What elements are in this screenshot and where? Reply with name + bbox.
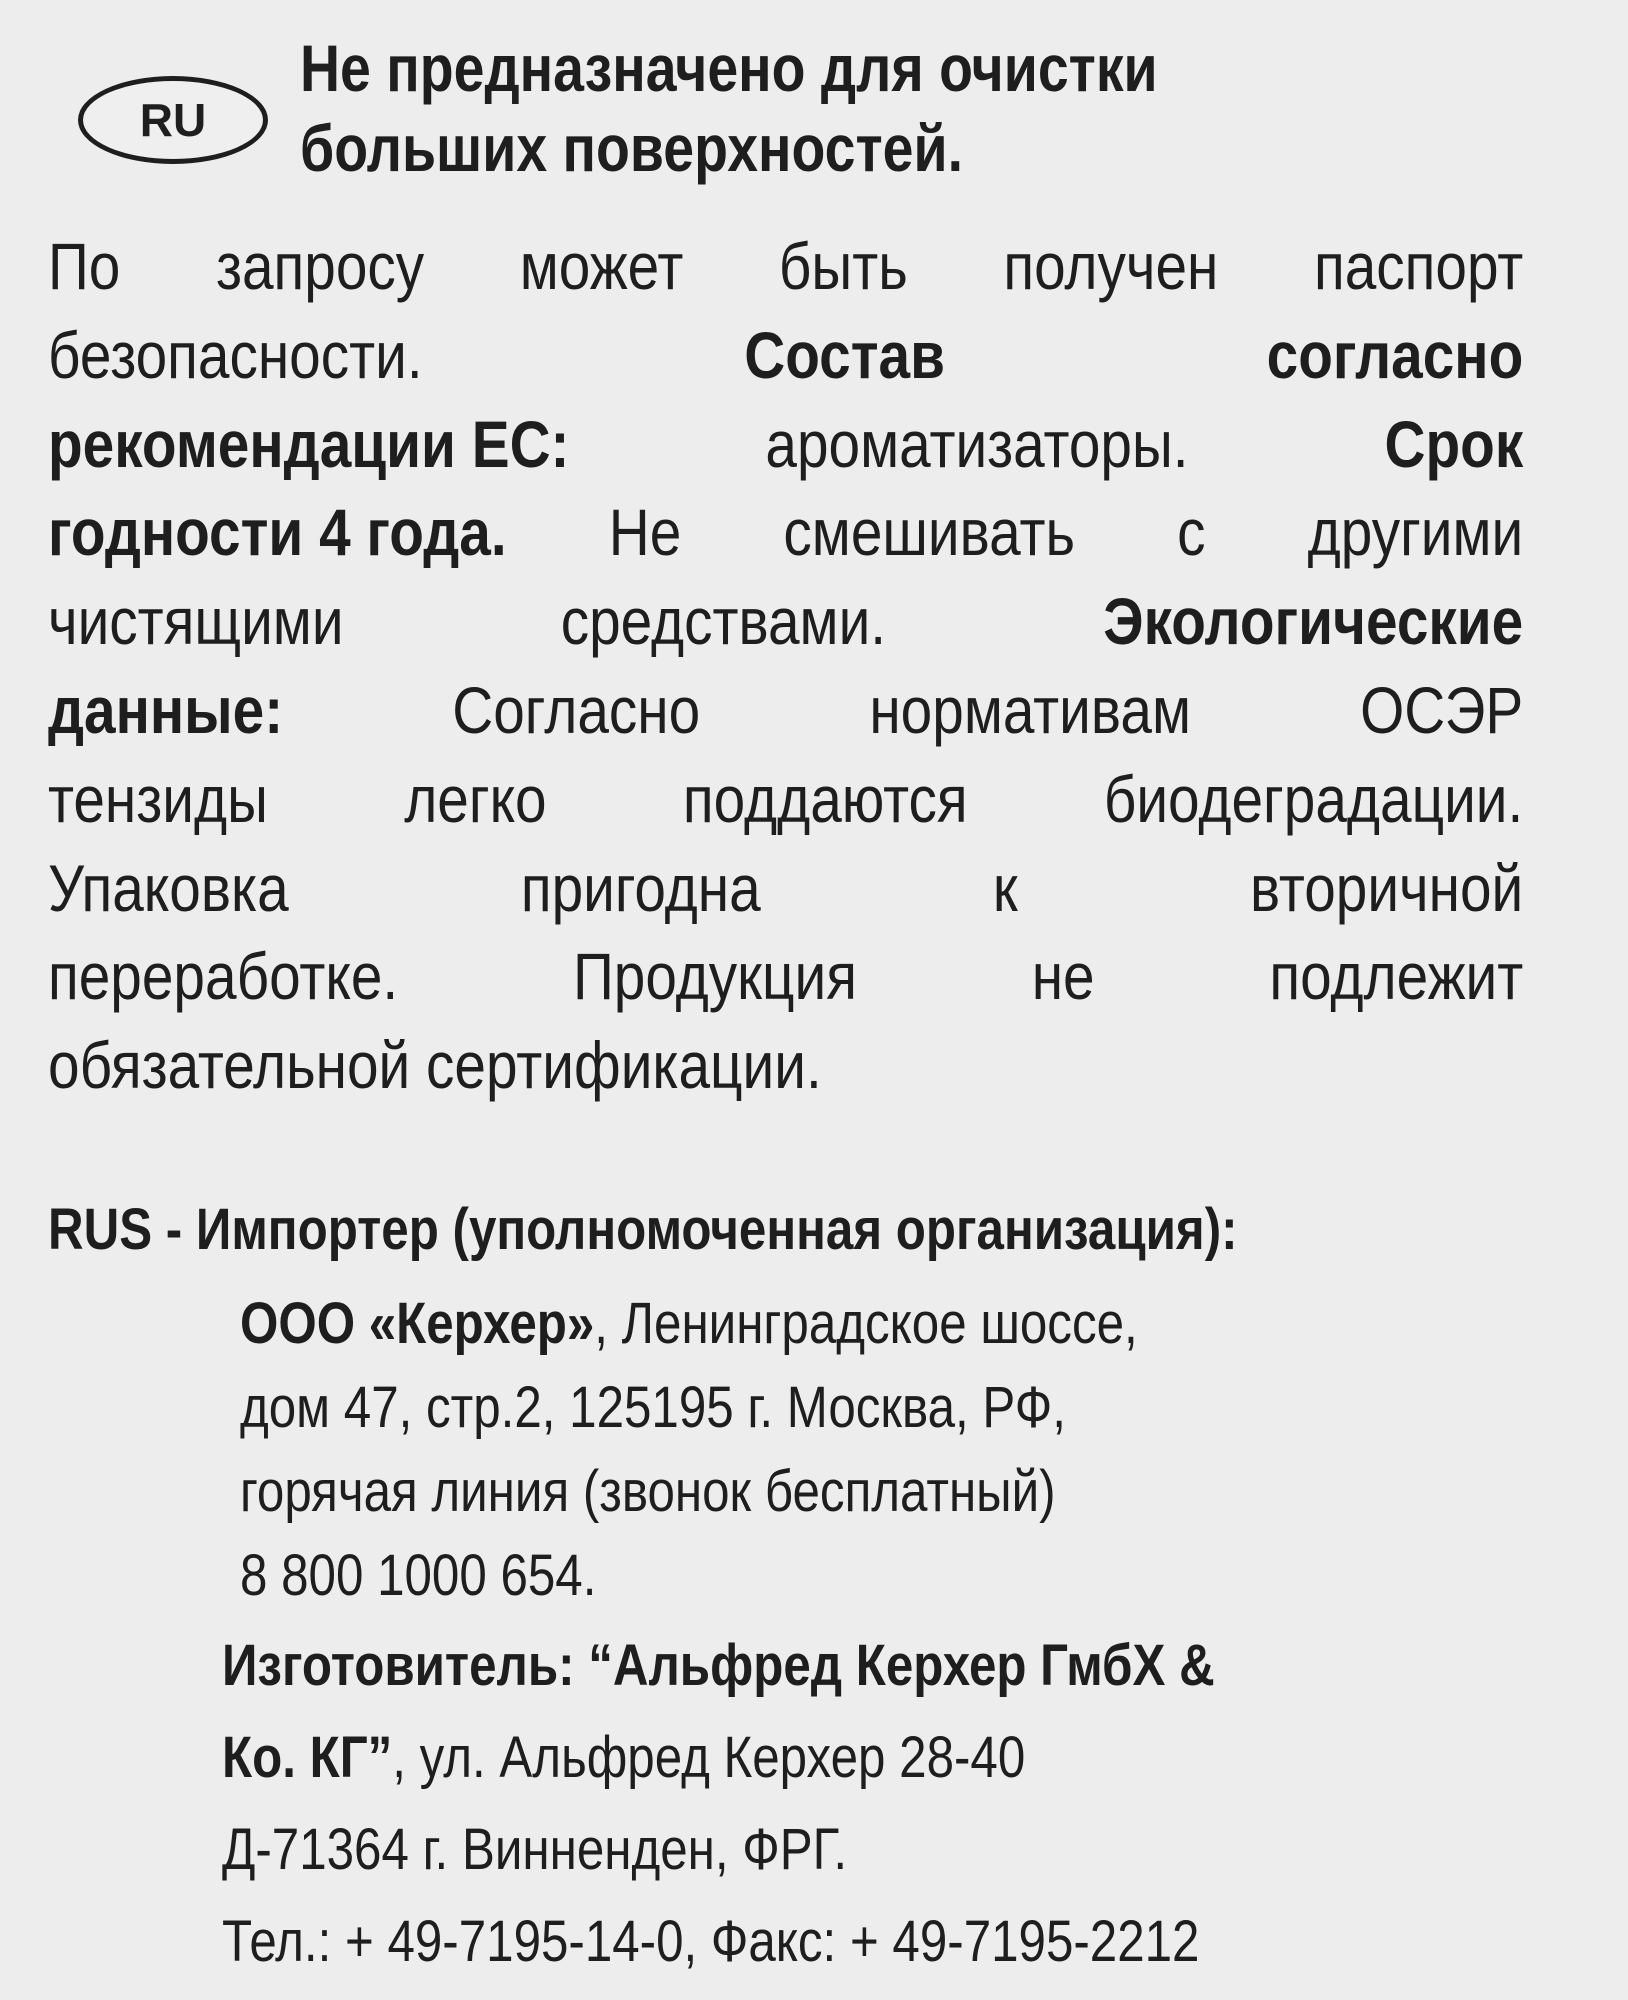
description-word: чистящими	[48, 584, 344, 659]
manufacturer-city: Д-71364 г. Винненден, ФРГ.	[222, 1817, 848, 1882]
headline-line-1: Не предназначено для очистки	[300, 31, 1158, 105]
manufacturer-street: , ул. Альфред Керхер 28-40	[392, 1725, 1026, 1790]
description-word: ОСЭР	[1360, 672, 1524, 747]
description-word: тензиды	[48, 761, 268, 836]
description-word: переработке.	[48, 939, 399, 1014]
importer-heading: RUS - Импортер (уполномоченная организация):	[48, 1197, 1238, 1262]
description-line	[48, 311, 1523, 400]
description-word: подлежит	[1269, 939, 1524, 1014]
description-word: ароматизаторы.	[765, 406, 1189, 481]
manufacturer-name: Изготовитель: “Альфред Керхер ГмбХ &	[222, 1633, 1215, 1698]
description-line	[48, 488, 1523, 577]
description-word-bold: рекомендации ЕС:	[48, 406, 570, 481]
description-word: вторичной	[1249, 850, 1524, 925]
description-line	[48, 755, 1523, 844]
manufacturer-address-line	[222, 1712, 1215, 1804]
description-word: получен	[1003, 229, 1219, 303]
warning-headline	[300, 28, 1158, 188]
importer-street: , Ленинградское шоссе,	[594, 1291, 1138, 1356]
description-word: с	[1177, 495, 1206, 570]
importer-hotline-number: 8 800 1000 654.	[240, 1543, 597, 1608]
importer-address	[240, 1282, 1296, 1618]
importer-hotline-label: горячая линия (звонок бесплатный)	[240, 1459, 1056, 1524]
description-word: средствами.	[560, 584, 887, 659]
importer-company: ООО «Керхер»	[240, 1291, 595, 1356]
description-word: легко	[404, 761, 547, 836]
description-word: биодеградации.	[1103, 761, 1524, 836]
description-word: паспорт	[1313, 229, 1524, 303]
description-word: запросу	[215, 229, 425, 303]
description-word: смешивать	[783, 495, 1076, 570]
description-line	[48, 666, 1523, 755]
description-word: По	[48, 229, 121, 303]
description-word: Не	[608, 495, 682, 570]
language-badge-text: RU	[139, 94, 207, 146]
description-word-bold: данные:	[48, 672, 284, 747]
importer-address-line	[240, 1282, 1138, 1366]
description-line	[48, 1021, 1523, 1110]
description-word: нормативам	[869, 672, 1191, 747]
importer-address-line: дом 47, стр.2, 125195 г. Москва, РФ,	[240, 1375, 1066, 1440]
description-word: Упаковка	[48, 850, 289, 925]
description-line	[48, 400, 1523, 489]
description-line	[48, 932, 1523, 1021]
description-word: другими	[1307, 495, 1524, 570]
headline-line-2: больших поверхностей.	[300, 111, 963, 185]
description-word: обязательной сертификации.	[48, 1028, 822, 1103]
description-word-bold: Экологические	[1103, 584, 1524, 659]
description-word: к	[992, 850, 1018, 925]
description-word-bold: годности 4 года.	[48, 495, 507, 570]
description-word: может	[519, 229, 684, 303]
description-word: не	[1031, 939, 1095, 1014]
description-word-bold: Срок	[1384, 406, 1524, 481]
description-line	[48, 577, 1523, 666]
description-word: поддаются	[682, 761, 968, 836]
description-word: безопасности.	[48, 317, 423, 392]
description-word: быть	[778, 229, 908, 303]
description-line	[48, 222, 1523, 311]
description-word: Согласно	[452, 672, 701, 747]
description-word-bold: согласно	[1266, 317, 1524, 392]
manufacturer-phone-fax: Тел.: + 49-7195-14-0, Факс: + 49-7195-2212	[222, 1909, 1200, 1974]
description-line	[48, 844, 1523, 933]
description-word-bold: Состав	[744, 317, 945, 392]
manufacturer-block	[222, 1620, 1390, 1988]
language-badge	[78, 76, 268, 164]
description-word: пригодна	[520, 850, 761, 925]
manufacturer-name-cont: Ко. КГ”	[222, 1725, 393, 1790]
product-description	[48, 222, 1523, 1110]
description-word: Продукция	[572, 939, 857, 1014]
